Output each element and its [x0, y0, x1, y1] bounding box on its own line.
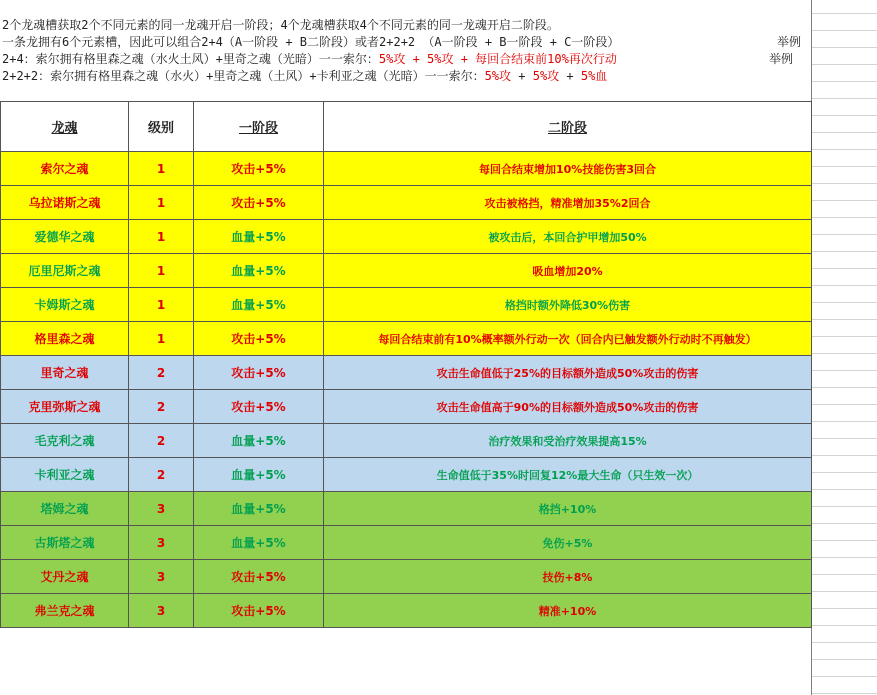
- stage2-cell[interactable]: 吸血增加20%: [324, 254, 812, 288]
- table-header-row: [1, 102, 812, 152]
- level-cell[interactable]: 3: [129, 526, 194, 560]
- spreadsheet-empty-columns: [811, 0, 877, 695]
- table-row: [1, 288, 812, 322]
- soul-name-cell[interactable]: 古斯塔之魂: [1, 526, 129, 560]
- stage2-cell[interactable]: 每回合结束前有10%概率额外行动一次（回合内已触发额外行动时不再触发）: [324, 322, 812, 356]
- note-text: 一条龙拥有6个元素槽，因此可以组合2+4（A一阶段 + B二阶段）或者2+2+2 （A一阶段 + B一阶段 + C一阶段）: [2, 35, 620, 49]
- stage2-cell[interactable]: 格挡+10%: [324, 492, 812, 526]
- level-cell[interactable]: 1: [129, 220, 194, 254]
- note-red-text: 5%攻 + 5%攻 + 每回合结束前10%再次行动: [378, 52, 617, 66]
- header-label: 龙魂: [51, 121, 78, 136]
- level-cell[interactable]: 3: [129, 560, 194, 594]
- soul-name-cell[interactable]: 乌拉诺斯之魂: [1, 186, 129, 220]
- stage2-cell[interactable]: 技伤+8%: [324, 560, 812, 594]
- stage2-cell[interactable]: 每回合结束增加10%技能伤害3回合: [324, 152, 812, 186]
- header-cell[interactable]: [194, 102, 324, 152]
- table-row: [1, 492, 812, 526]
- level-cell[interactable]: 1: [129, 186, 194, 220]
- soul-name-cell[interactable]: 厄里尼斯之魂: [1, 254, 129, 288]
- table-bottom-border: [0, 627, 811, 628]
- example-tag: 举例: [777, 35, 802, 49]
- stage1-cell[interactable]: 血量+5%: [194, 288, 324, 322]
- stage1-cell[interactable]: 攻击+5%: [194, 152, 324, 186]
- stage1-cell[interactable]: 攻击+5%: [194, 390, 324, 424]
- stage1-cell[interactable]: 攻击+5%: [194, 186, 324, 220]
- soul-name-cell[interactable]: 爱德华之魂: [1, 220, 129, 254]
- table-row: [1, 356, 812, 390]
- table-row: [1, 458, 812, 492]
- stage2-cell[interactable]: 生命值低于35%时回复12%最大生命（只生效一次）: [324, 458, 812, 492]
- table-row: [1, 322, 812, 356]
- table-row: [1, 152, 812, 186]
- note-text: 2+2+2：索尔拥有格里森之魂（水火）+里奇之魂（土风）+卡利亚之魂（光暗）一一索尔：: [2, 69, 485, 83]
- stage1-cell[interactable]: 血量+5%: [194, 458, 324, 492]
- level-cell[interactable]: 1: [129, 254, 194, 288]
- note-red-text: 5%攻: [532, 69, 560, 83]
- table-row: [1, 390, 812, 424]
- header-label: 级别: [147, 121, 174, 136]
- level-cell[interactable]: 2: [129, 458, 194, 492]
- table-body: [1, 152, 812, 628]
- stage1-cell[interactable]: 攻击+5%: [194, 322, 324, 356]
- note-red-text: 5%血: [580, 69, 608, 83]
- soul-name-cell[interactable]: 艾丹之魂: [1, 560, 129, 594]
- note-text: 2个龙魂槽获取2个不同元素的同一龙魂开启一阶段；4个龙魂槽获取4个不同元素的同一龙魂开启二阶段。: [2, 18, 559, 32]
- level-cell[interactable]: 1: [129, 322, 194, 356]
- stage1-cell[interactable]: 血量+5%: [194, 424, 324, 458]
- stage2-cell[interactable]: 被攻击后，本回合护甲增加50%: [324, 220, 812, 254]
- stage1-cell[interactable]: 血量+5%: [194, 254, 324, 288]
- soul-name-cell[interactable]: 里奇之魂: [1, 356, 129, 390]
- soul-name-cell[interactable]: 塔姆之魂: [1, 492, 129, 526]
- table-row: [1, 254, 812, 288]
- note-line-1: [2, 17, 811, 34]
- soul-name-cell[interactable]: 索尔之魂: [1, 152, 129, 186]
- soul-name-cell[interactable]: 弗兰克之魂: [1, 594, 129, 628]
- soul-name-cell[interactable]: 格里森之魂: [1, 322, 129, 356]
- level-cell[interactable]: 2: [129, 424, 194, 458]
- stage2-cell[interactable]: 攻击被格挡，精准增加35%2回合: [324, 186, 812, 220]
- note-red-text: 5%攻: [484, 69, 512, 83]
- dragon-soul-table: [0, 101, 812, 628]
- stage1-cell[interactable]: 攻击+5%: [194, 356, 324, 390]
- table-row: [1, 560, 812, 594]
- note-line-2: [2, 34, 811, 51]
- stage2-cell[interactable]: 攻击生命值低于25%的目标额外造成50%攻击的伤害: [324, 356, 812, 390]
- soul-name-cell[interactable]: 克里弥斯之魂: [1, 390, 129, 424]
- soul-name-cell[interactable]: 卡姆斯之魂: [1, 288, 129, 322]
- note-line-4: [2, 68, 811, 85]
- table-row: [1, 424, 812, 458]
- stage1-cell[interactable]: 血量+5%: [194, 220, 324, 254]
- table-row: [1, 186, 812, 220]
- stage1-cell[interactable]: 攻击+5%: [194, 594, 324, 628]
- note-text: 2+4：索尔拥有格里森之魂（水火土风）+里奇之魂（光暗）一一索尔：: [2, 52, 379, 66]
- header-cell[interactable]: [129, 102, 194, 152]
- stage2-cell[interactable]: 精准+10%: [324, 594, 812, 628]
- stage2-cell[interactable]: 治疗效果和受治疗效果提高15%: [324, 424, 812, 458]
- stage2-cell[interactable]: 攻击生命值高于90%的目标额外造成50%攻击的伤害: [324, 390, 812, 424]
- header-cell[interactable]: [1, 102, 129, 152]
- level-cell[interactable]: 1: [129, 288, 194, 322]
- soul-name-cell[interactable]: 毛克利之魂: [1, 424, 129, 458]
- header-label: 一阶段: [238, 121, 278, 136]
- table-row: [1, 220, 812, 254]
- notes-block: [0, 0, 811, 101]
- example-tag: 举例: [769, 52, 794, 66]
- note-text: +: [559, 69, 581, 83]
- stage1-cell[interactable]: 血量+5%: [194, 526, 324, 560]
- stage2-cell[interactable]: 格挡时额外降低30%伤害: [324, 288, 812, 322]
- level-cell[interactable]: 3: [129, 492, 194, 526]
- stage2-cell[interactable]: 免伤+5%: [324, 526, 812, 560]
- level-cell[interactable]: 3: [129, 594, 194, 628]
- stage1-cell[interactable]: 血量+5%: [194, 492, 324, 526]
- table-row: [1, 526, 812, 560]
- level-cell[interactable]: 2: [129, 356, 194, 390]
- soul-name-cell[interactable]: 卡利亚之魂: [1, 458, 129, 492]
- level-cell[interactable]: 2: [129, 390, 194, 424]
- header-cell[interactable]: [324, 102, 812, 152]
- note-text: +: [511, 69, 533, 83]
- header-label: 二阶段: [547, 121, 587, 136]
- stage1-cell[interactable]: 攻击+5%: [194, 560, 324, 594]
- note-line-3: [2, 51, 811, 68]
- level-cell[interactable]: 1: [129, 152, 194, 186]
- table-row: [1, 594, 812, 628]
